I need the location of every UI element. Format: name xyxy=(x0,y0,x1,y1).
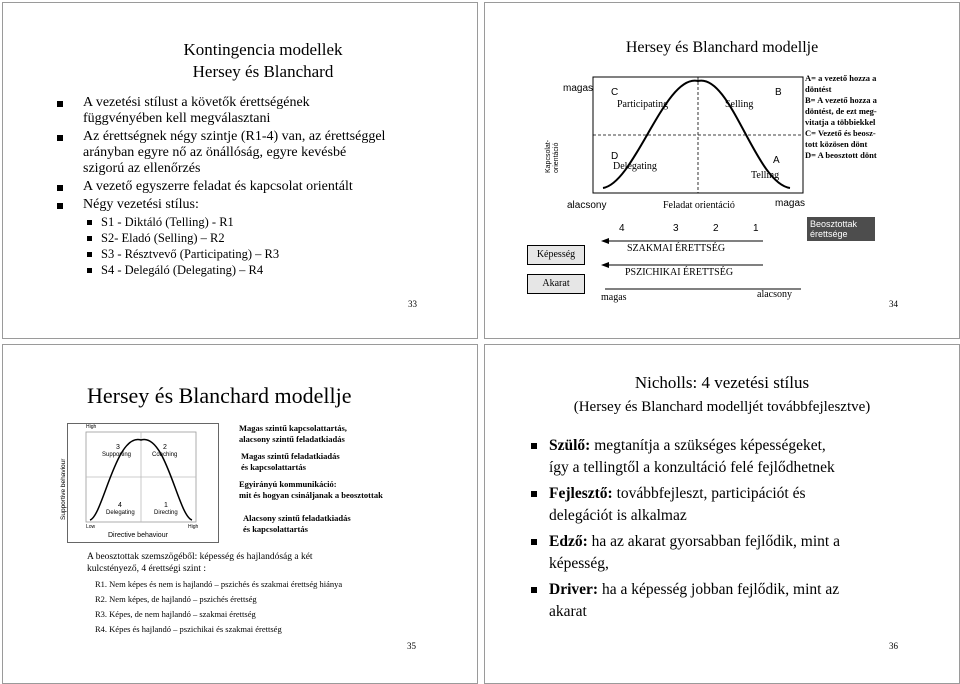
bullet xyxy=(541,435,941,479)
slide-36 xyxy=(484,344,960,684)
quadrant-b-name: Selling xyxy=(725,99,754,110)
slide-35-title: Hersey és Blanchard modellje xyxy=(87,383,352,408)
list-item: R1. Nem képes és nem is hajlandó – pszichés és szakmai érettség hiánya xyxy=(95,579,343,589)
x-high-label: magas xyxy=(775,198,806,209)
quadrant-c-name: Participating xyxy=(617,99,669,110)
side-note-line: és kapcsolattartás xyxy=(243,524,308,534)
side-note-line: mit és hogyan csináljanak a beosztottak xyxy=(239,490,383,500)
bullet-text: továbbfejleszt, participációt és xyxy=(612,485,806,502)
y-axis-label: Kapcsolat- orientáció xyxy=(545,139,560,173)
legend-line: D= A beosztott dönt xyxy=(805,150,877,160)
bottom-low-label: alacsony xyxy=(757,289,792,300)
side-note xyxy=(239,479,383,501)
q2-label: Coaching xyxy=(152,452,178,458)
q4-label: Delegating xyxy=(106,510,135,516)
bullet-square-icon xyxy=(57,135,63,141)
high-top-label: High xyxy=(86,424,97,430)
bullet-square-icon xyxy=(87,236,92,241)
level-4: 4 xyxy=(619,223,625,234)
bullet-text: szigorú az ellenőrzés xyxy=(83,161,201,176)
legend-line: C= Vezető és beosz- xyxy=(805,128,876,138)
quadrant-a-letter: A xyxy=(773,155,780,166)
page-number: 34 xyxy=(889,299,898,309)
side-note xyxy=(239,423,347,445)
y-axis-label: Supportive behaviour xyxy=(60,458,67,520)
slide-34 xyxy=(484,2,960,339)
bullet xyxy=(69,95,489,127)
side-note xyxy=(241,451,340,473)
bullet-text: Az érettségnek négy szintje (R1-4) van, az érettséggel xyxy=(83,129,386,144)
bullet-text: ha a képesség jobban fejlődik, mint az xyxy=(598,581,840,598)
legend-line: döntést xyxy=(805,84,832,94)
list-item: R2. Nem képes, de hajlandó – pszichés érettség xyxy=(95,594,257,604)
q3-label: Supporting xyxy=(102,452,132,458)
x-low-label: alacsony xyxy=(567,200,607,211)
bullet-square-icon xyxy=(531,443,537,449)
high-right-label: High xyxy=(188,524,199,530)
maturity-levels-list xyxy=(95,577,342,637)
bullet-text: S1 - Diktáló (Telling) - R1 xyxy=(101,215,234,229)
bullet xyxy=(541,531,941,575)
beosztottak-erettsege-box: Beosztottak érettsége xyxy=(807,217,875,241)
legend-line: döntést, de ezt meg- xyxy=(805,106,877,116)
side-note-line: Magas szintű feladatkiadás xyxy=(241,451,340,461)
bullet xyxy=(541,579,941,623)
side-note-line: Magas szintű kapcsolattartás, xyxy=(239,423,347,433)
bullet-term: Fejlesztő: xyxy=(549,485,613,502)
bullet-text: S4 - Delegáló (Delegating) – R4 xyxy=(101,263,264,277)
kepesseg-box: Képesség xyxy=(527,245,585,265)
intro-text xyxy=(87,551,313,575)
bullet-square-icon xyxy=(87,220,92,225)
slide-34-title: Hersey és Blanchard modellje xyxy=(625,39,819,56)
bullet-square-icon xyxy=(531,587,537,593)
bullet-square-icon xyxy=(57,203,63,209)
legend-line: B= A vezető hozza a xyxy=(805,95,877,105)
side-note-line: és kapcsolattartás xyxy=(241,462,306,472)
bullet-square-icon xyxy=(531,539,537,545)
bullet-text: képesség, xyxy=(549,555,609,572)
bullet-text: A vezetési stílust a követők érettségének xyxy=(83,95,310,110)
slide-36-title: Nicholls: 4 vezetési stílus xyxy=(634,373,810,392)
page-number: 33 xyxy=(408,299,417,309)
side-note-line: alacsony szintű feladatkiadás xyxy=(239,434,345,444)
arrow-left-icon xyxy=(601,238,609,244)
slide-33-title-line1: Kontingencia modellek xyxy=(183,40,343,59)
quadrant-a-name: Telling xyxy=(751,170,780,181)
szakmai-erettseg-label: SZAKMAI ÉRETTSÉG xyxy=(627,243,726,254)
x-axis-label: Feladat orientáció xyxy=(663,200,735,211)
legend-line: A= a vezető hozza a xyxy=(805,73,877,83)
quadrant-c-letter: C xyxy=(611,87,619,98)
quadrant-b-letter: B xyxy=(775,87,782,98)
legend-line: tott közösen dönt xyxy=(805,139,868,149)
bottom-high-label: magas xyxy=(601,292,627,303)
slide-33 xyxy=(2,2,478,339)
bullet-text: ha az akarat gyorsabban fejlődik, mint a xyxy=(587,533,840,550)
side-note-line: Egyirányú kommunikáció: xyxy=(239,479,337,489)
bullet-square-icon xyxy=(57,101,63,107)
q4-number: 4 xyxy=(118,502,122,509)
bullet-term: Szülő: xyxy=(549,437,591,454)
bullet-text: S3 - Résztvevő (Participating) – R3 xyxy=(101,247,280,261)
side-note xyxy=(243,513,351,535)
bullet-text: Négy vezetési stílus: xyxy=(83,197,199,212)
sub-bullet xyxy=(87,263,467,278)
slide-33-title-line2: Hersey és Blanchard xyxy=(192,62,334,81)
sub-bullet xyxy=(87,247,467,262)
sub-bullet xyxy=(87,231,467,246)
quadrant-d-name: Delegating xyxy=(613,161,657,172)
bullet xyxy=(541,483,941,527)
level-3: 3 xyxy=(673,223,679,234)
leadership-grid-image xyxy=(60,423,219,543)
legend-line: vitatja a többiekkel xyxy=(805,117,876,127)
q1-label: Directing xyxy=(154,510,178,516)
bullet-text: arányban egyre nő az önállóság, egyre kevésbé xyxy=(83,145,347,160)
x-axis-label: Directive behaviour xyxy=(108,532,168,539)
bullet-text: akarat xyxy=(549,603,587,620)
q1-number: 1 xyxy=(164,502,168,509)
slide-35 xyxy=(2,344,478,684)
bullet-square-icon xyxy=(87,268,92,273)
quadrant-d-letter: D xyxy=(611,151,619,162)
bullet xyxy=(69,197,489,213)
bullet-square-icon xyxy=(531,491,537,497)
bullet-text: delegációt is alkalmaz xyxy=(549,507,687,524)
level-1: 1 xyxy=(753,223,759,234)
level-2: 2 xyxy=(713,223,719,234)
bullet xyxy=(69,129,489,177)
akarat-box: Akarat xyxy=(527,274,585,294)
y-high-label: magas xyxy=(563,83,594,94)
sub-bullet xyxy=(87,215,467,230)
slide-36-subtitle: (Hersey és Blanchard modelljét továbbfejlesztve) xyxy=(573,399,871,415)
bullet-text: A vezető egyszerre feladat és kapcsolat orientált xyxy=(83,179,353,194)
low-label: Low xyxy=(86,524,96,530)
bullet xyxy=(69,179,489,195)
list-item: R3. Képes, de nem hajlandó – szakmai érettség xyxy=(95,609,256,619)
arrow-left-icon xyxy=(601,262,609,268)
page-number: 36 xyxy=(889,641,898,651)
bullet-square-icon xyxy=(57,185,63,191)
legend-box xyxy=(805,73,925,161)
intro-line: kulcstényező, 4 érettségi szint : xyxy=(87,564,206,574)
bullet-square-icon xyxy=(87,252,92,257)
bullet-text: így a tellingtől a konzultáció felé fejlődhetnek xyxy=(549,459,835,476)
list-item: R4. Képes és hajlandó – pszichikai és szakmai érettség xyxy=(95,624,282,634)
intro-line: A beosztottak szemszögéből: képesség és hajlandóság a két xyxy=(87,552,313,562)
q2-number: 2 xyxy=(163,444,167,451)
bullet-term: Edző: xyxy=(549,533,588,550)
q3-number: 3 xyxy=(116,444,120,451)
bullet-term: Driver: xyxy=(549,581,599,598)
side-note-line: Alacsony szintű feladatkiadás xyxy=(243,513,351,523)
bullet-text: S2- Eladó (Selling) – R2 xyxy=(101,231,225,245)
pszichikai-erettseg-label: PSZICHIKAI ÉRETTSÉG xyxy=(625,267,734,278)
bullet-text: megtanítja a szükséges képességeket, xyxy=(590,437,826,454)
bullet-text: függvényében kell megválasztani xyxy=(83,111,271,126)
page-number: 35 xyxy=(407,641,416,651)
